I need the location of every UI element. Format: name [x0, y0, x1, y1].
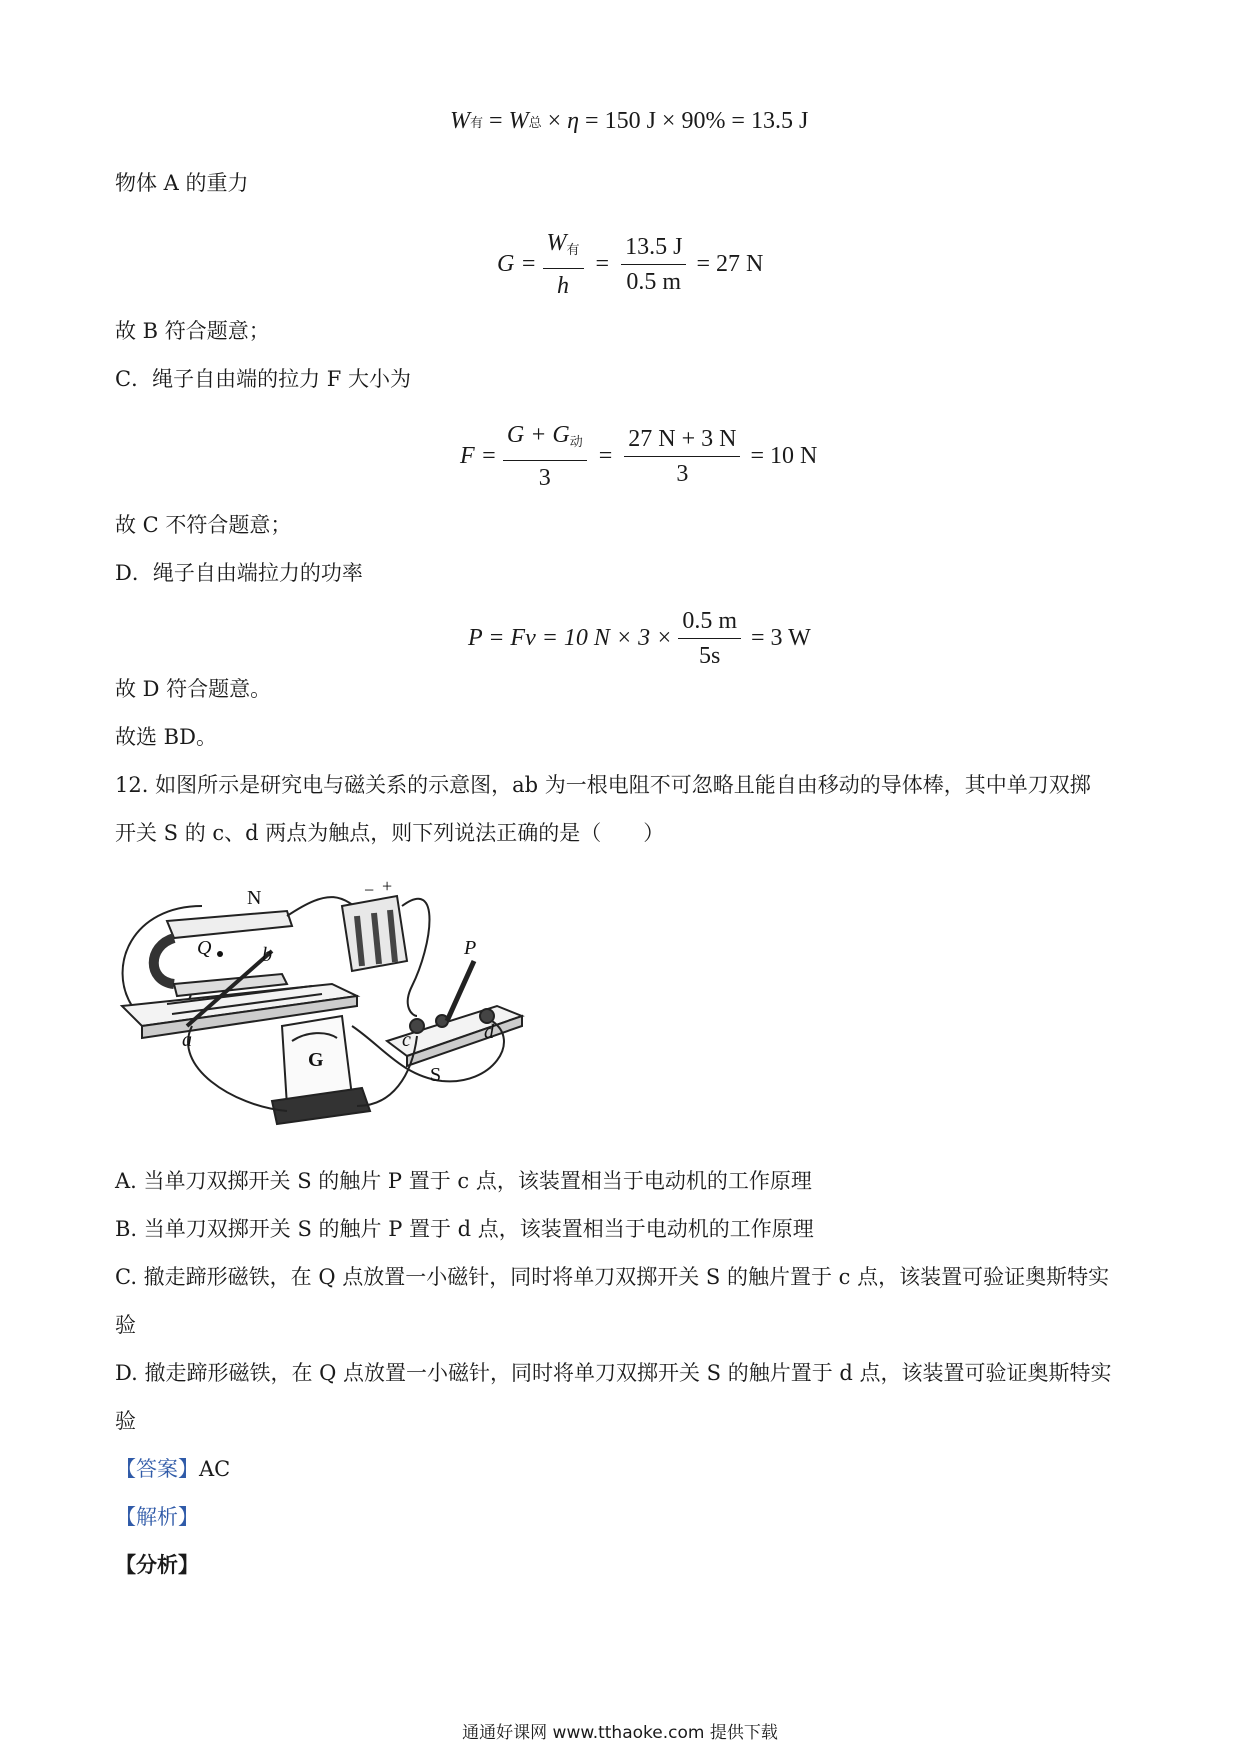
- text-option-c-intro: C．绳子自由端的拉力 F 大小为: [115, 367, 411, 391]
- label-plus: +: [382, 876, 393, 896]
- fraction-numerator: [503, 420, 587, 461]
- answer-value: AC: [199, 1457, 231, 1481]
- label-s: S: [430, 1064, 442, 1086]
- w-sub-useful: 有: [566, 243, 580, 258]
- label-c: c: [402, 1029, 411, 1051]
- text-selection: 故选 BD。: [115, 725, 217, 749]
- fraction-denominator: 5s: [698, 643, 721, 669]
- fraction-numerator: 0.5 m: [678, 606, 741, 639]
- formula-result: = 27 N: [696, 251, 764, 277]
- option-c-line-2: 验: [115, 1313, 136, 1337]
- option-c-line-1: C. 撤走蹄形磁铁，在 Q 点放置一小磁针，同时将单刀双掷开关 S 的触片置于 c 点，该装置可验证奥斯特实: [115, 1265, 1110, 1289]
- label-p: P: [464, 937, 477, 959]
- fraction-g-sum: [503, 420, 587, 493]
- formula-useful-work: [450, 108, 808, 135]
- p-lhs: P = Fv = 10 N × 3 ×: [468, 625, 673, 651]
- text-d-conclusion: 故 D 符合题意。: [115, 677, 272, 701]
- fraction-distance-time: [678, 606, 741, 671]
- formula-result: = 10 N: [750, 443, 818, 469]
- fraction-denominator: 0.5 m: [626, 269, 682, 295]
- w-symbol: W: [546, 230, 567, 256]
- f-lhs: F =: [460, 443, 497, 469]
- w-sub-useful: 有: [470, 116, 484, 131]
- w-sub-total: 总: [528, 116, 542, 131]
- times-sign: ×: [547, 108, 562, 134]
- label-q: Q: [197, 937, 212, 959]
- label-b: b: [262, 944, 272, 966]
- formula-result: = 150 J × 90% = 13.5 J: [585, 108, 809, 134]
- option-d-line-1: D. 撤走蹄形磁铁，在 Q 点放置一小磁针，同时将单刀双掷开关 S 的触片置于 d 点，该装置可验证奥斯特实: [115, 1361, 1112, 1385]
- fraction-numerator: 13.5 J: [621, 232, 686, 265]
- question-12-line-2: 开关 S 的 c、d 两点为触点，则下列说法正确的是（ ）: [115, 821, 665, 845]
- equals-sign: =: [489, 108, 503, 134]
- label-minus: −: [364, 880, 375, 900]
- fraction-w-over-h: [543, 228, 584, 301]
- question-12-line-1: 12. 如图所示是研究电与磁关系的示意图，ab 为一根电阻不可忽略且能自由移动的导体棒，其中单刀双掷: [115, 773, 1091, 797]
- g-sum-symbol: G + G: [506, 422, 570, 448]
- fenxi-label: 【分析】: [115, 1552, 199, 1577]
- g-sub-moving: 动: [569, 435, 583, 450]
- label-g: G: [308, 1049, 324, 1071]
- g-lhs: G =: [497, 251, 537, 277]
- text-gravity: 物体 A 的重力: [115, 171, 249, 195]
- fraction-numerator: [543, 228, 584, 269]
- fraction-denominator: h: [557, 273, 570, 299]
- text-option-d-intro: D．绳子自由端拉力的功率: [115, 561, 363, 585]
- label-a: a: [182, 1029, 192, 1051]
- equals-sign: =: [595, 251, 610, 277]
- answer-row: [115, 1454, 230, 1484]
- formula-pull-force: [460, 420, 817, 493]
- formula-result: = 3 W: [751, 625, 811, 651]
- label-d: d: [484, 1021, 494, 1043]
- fraction-values: [621, 232, 686, 297]
- w-total-symbol: W: [508, 108, 529, 134]
- option-b: B. 当单刀双掷开关 S 的触片 P 置于 d 点，该装置相当于电动机的工作原理: [115, 1217, 814, 1241]
- answer-label: 【答案】: [115, 1457, 199, 1481]
- text-b-conclusion: 故 B 符合题意；: [115, 319, 270, 343]
- eta-symbol: η: [567, 108, 580, 134]
- option-d-line-2: 验: [115, 1409, 136, 1433]
- equals-sign: =: [598, 443, 613, 469]
- w-symbol: W: [450, 108, 470, 134]
- fraction-numerator: 27 N + 3 N: [624, 424, 740, 457]
- circuit-diagram: [112, 866, 582, 1126]
- formula-gravity: [497, 228, 763, 301]
- option-a: A. 当单刀双掷开关 S 的触片 P 置于 c 点，该装置相当于电动机的工作原理: [115, 1169, 812, 1193]
- text-c-conclusion: 故 C 不符合题意；: [115, 513, 292, 537]
- page-footer: 通通好课网 www.tthaoke.com 提供下载: [462, 1723, 778, 1743]
- fraction-values: [624, 424, 740, 489]
- formula-power: [468, 606, 811, 671]
- analysis-label: 【解析】: [115, 1505, 199, 1529]
- label-n: N: [247, 887, 262, 909]
- fraction-denominator: 3: [676, 461, 689, 487]
- fraction-denominator: 3: [538, 465, 551, 491]
